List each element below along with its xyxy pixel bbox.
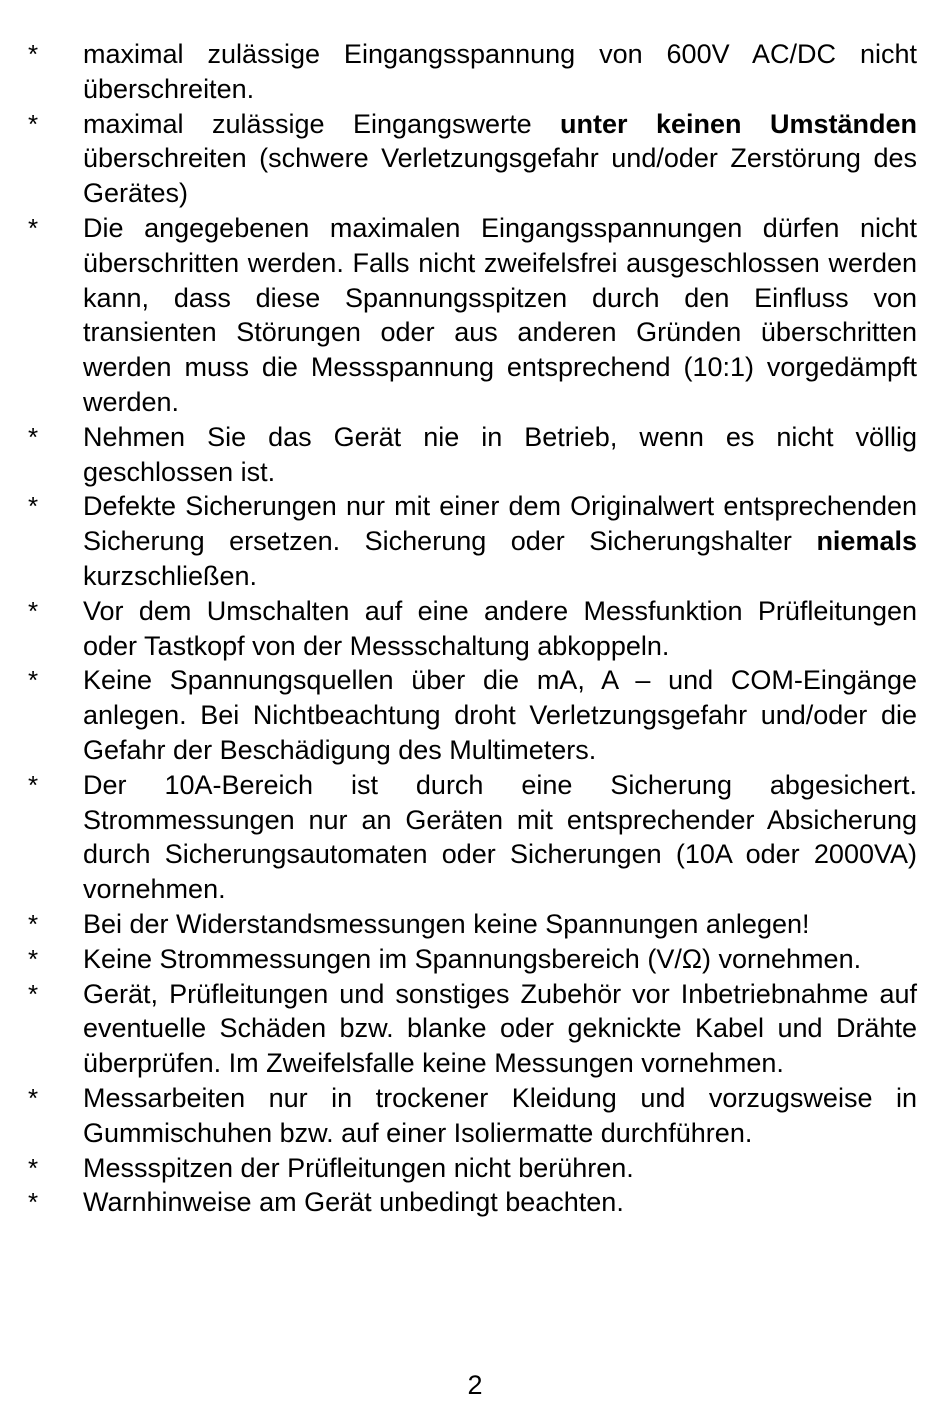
safety-item-text	[83, 211, 917, 420]
safety-item	[0, 107, 950, 211]
safety-item	[0, 420, 950, 490]
safety-item	[0, 977, 950, 1081]
bullet-asterisk: *	[28, 421, 39, 452]
safety-item	[0, 942, 950, 977]
text-segment: Die angegebenen maximalen Eingangsspannungen dürfen nicht überschritten werden. Falls nicht zweifelsfrei ausgeschlossen werden kann, dass diese Spannungsspitzen durch den Einfluss von transienten Störungen oder aus anderen Gründen überschritten werden muss die Messspannung entsprechend (10:1) vorgedämpft werden.	[83, 212, 917, 417]
text-segment: überschreiten (schwere Verletzungsgefahr und/oder Zerstörung des Gerätes)	[83, 143, 917, 209]
bullet-asterisk: *	[28, 491, 39, 522]
text-segment: Messspitzen der Prüfleitungen nicht berühren.	[83, 1152, 634, 1183]
safety-item-text	[83, 1081, 917, 1151]
safety-instructions-list	[0, 37, 950, 1220]
safety-item-text	[83, 420, 917, 490]
bullet-asterisk: *	[28, 943, 39, 974]
text-segment: kurzschließen.	[83, 560, 258, 591]
safety-item-text	[83, 1185, 917, 1220]
emphasis-text: niemals	[816, 526, 917, 557]
safety-item-text	[83, 942, 917, 977]
bullet-asterisk: *	[28, 1082, 39, 1113]
bullet-asterisk: *	[28, 908, 39, 939]
safety-item	[0, 489, 950, 593]
safety-item	[0, 37, 950, 107]
bullet-asterisk: *	[28, 595, 39, 626]
bullet-asterisk: *	[28, 39, 39, 69]
text-segment: Keine Strommessungen im Spannungsbereich (V/Ω) vornehmen.	[83, 943, 862, 974]
safety-item	[0, 1185, 950, 1220]
bullet-asterisk: *	[28, 108, 39, 139]
bullet-asterisk: *	[28, 212, 39, 243]
safety-item	[0, 594, 950, 664]
safety-item-text	[83, 37, 917, 107]
safety-item	[0, 907, 950, 942]
safety-item-text	[83, 489, 917, 593]
text-segment: Nehmen Sie das Gerät nie in Betrieb, wenn es nicht völlig geschlossen ist.	[83, 421, 917, 487]
safety-item-text	[83, 907, 917, 942]
safety-item	[0, 1081, 950, 1151]
page-number: 2	[467, 1370, 483, 1400]
text-segment: maximal zulässige Eingangsspannung von 600V AC/DC nicht überschreiten.	[83, 39, 917, 104]
bullet-asterisk: *	[28, 665, 39, 696]
safety-item	[0, 1151, 950, 1186]
text-segment: Keine Spannungsquellen über die mA, A – und COM-Eingänge anlegen. Bei Nichtbeachtung droht Verletzungsgefahr und/oder die Gefahr der Beschädigung des Multimeters.	[83, 665, 917, 765]
safety-item-text	[83, 768, 917, 907]
text-segment: maximal zulässige Eingangswerte	[83, 108, 561, 139]
safety-item-text	[83, 1151, 917, 1186]
bullet-asterisk: *	[28, 978, 39, 1009]
safety-item-text	[83, 977, 917, 1081]
emphasis-text: unter keinen Umständen	[560, 108, 917, 139]
text-segment: Vor dem Umschalten auf eine andere Messfunktion Prüfleitungen oder Tastkopf von der Messschaltung abkoppeln.	[83, 595, 917, 661]
text-segment: Der 10A-Bereich ist durch eine Sicherung abgesichert. Strommessungen nur an Geräten mit entsprechender Absicherung durch Sicherungsautomaten oder Sicherungen (10A oder 2000VA) vornehmen.	[83, 769, 917, 905]
text-segment: Defekte Sicherungen nur mit einer dem Originalwert entsprechenden Sicherung ersetzen. Sicherung oder Sicherungshalter	[83, 491, 917, 557]
safety-item	[0, 663, 950, 767]
bullet-asterisk: *	[28, 1152, 39, 1183]
safety-item-text	[83, 107, 917, 211]
text-segment: Warnhinweise am Gerät unbedingt beachten.	[83, 1187, 624, 1218]
text-segment: Gerät, Prüfleitungen und sonstiges Zubehör vor Inbetriebnahme auf eventuelle Schäden bzw. blanke oder geknickte Kabel und Drähte überprüfen. Im Zweifelsfalle keine Messungen vornehmen.	[83, 978, 917, 1079]
safety-item	[0, 768, 950, 907]
safety-item-text	[83, 594, 917, 664]
text-segment: Bei der Widerstandsmessungen keine Spannungen anlegen!	[83, 908, 810, 939]
text-segment: Messarbeiten nur in trockener Kleidung und vorzugsweise in Gummischuhen bzw. auf einer Isoliermatte durchführen.	[83, 1082, 917, 1148]
bullet-asterisk: *	[28, 769, 39, 800]
safety-item	[0, 211, 950, 420]
safety-item-text	[83, 663, 917, 767]
bullet-asterisk: *	[28, 1187, 39, 1218]
